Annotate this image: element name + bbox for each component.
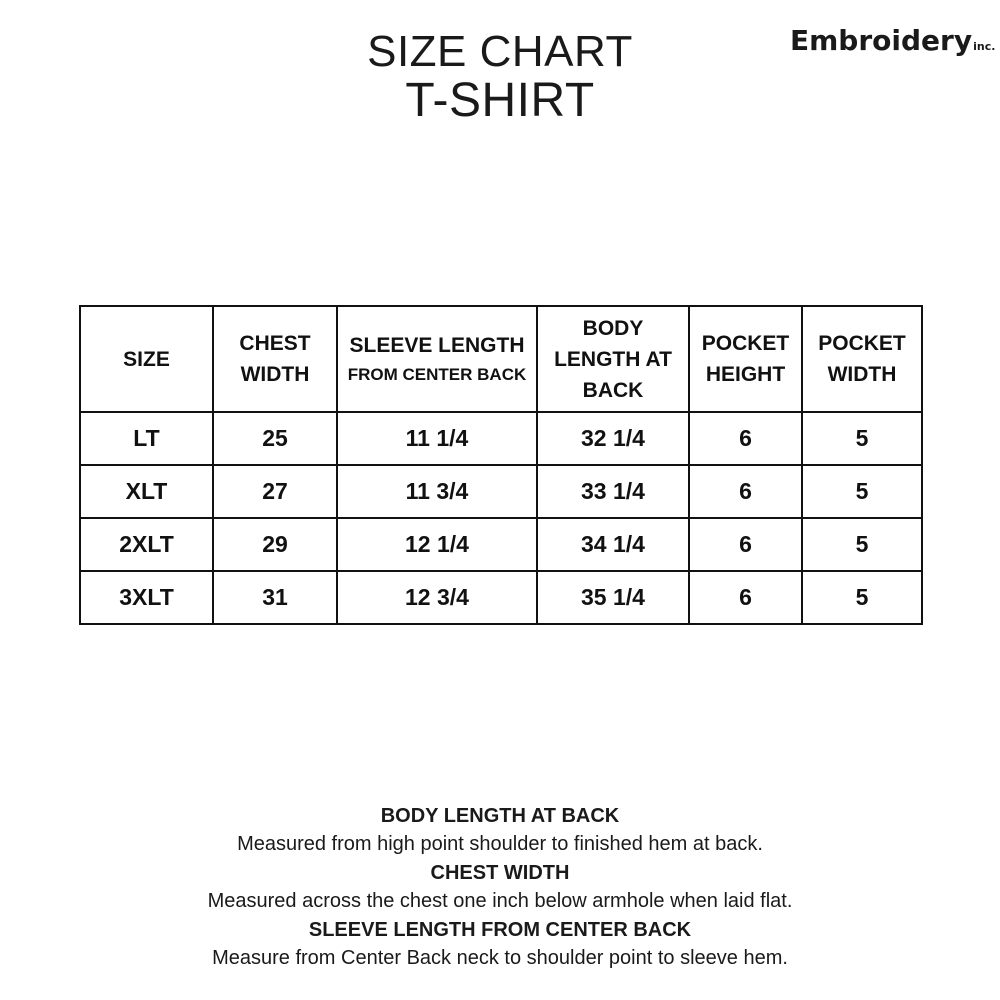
- cell-sleeve-length: 11 3/4: [337, 465, 537, 518]
- note-text: Measured across the chest one inch below armhole when laid flat.: [207, 890, 793, 912]
- cell-size: 2XLT: [80, 518, 213, 571]
- table-header-row: [80, 306, 922, 412]
- cell-sleeve-length: 12 3/4: [337, 571, 537, 624]
- page-title: SIZE CHART: [367, 27, 633, 76]
- cell-pocket-height: 6: [689, 518, 802, 571]
- cell-body-length: 35 1/4: [537, 571, 689, 624]
- table-row: [80, 518, 922, 571]
- brand-logo-suffix: inc.: [973, 40, 996, 53]
- cell-body-length: 34 1/4: [537, 518, 689, 571]
- cell-sleeve-length: 11 1/4: [337, 412, 537, 465]
- cell-chest-width: 29: [213, 518, 337, 571]
- measurement-notes: [0, 802, 1000, 973]
- cell-pocket-width: 5: [802, 571, 922, 624]
- header-pocket-height: POCKET HEIGHT: [689, 306, 802, 412]
- cell-pocket-width: 5: [802, 412, 922, 465]
- cell-pocket-width: 5: [802, 518, 922, 571]
- header-chest-width: CHEST WIDTH: [213, 306, 337, 412]
- page-subtitle: T-SHIRT: [405, 74, 595, 127]
- header-size: SIZE: [80, 306, 213, 412]
- size-chart-table: [79, 305, 923, 625]
- brand-logo-text: Embroidery: [790, 24, 973, 57]
- header-sleeve-length: SLEEVE LENGTH FROM CENTER BACK: [337, 306, 537, 412]
- table-row: [80, 412, 922, 465]
- table-row: [80, 571, 922, 624]
- brand-logo: [790, 24, 995, 57]
- cell-chest-width: 31: [213, 571, 337, 624]
- cell-pocket-width: 5: [802, 465, 922, 518]
- note-heading: SLEEVE LENGTH FROM CENTER BACK: [308, 919, 692, 941]
- note-heading: CHEST WIDTH: [430, 862, 570, 884]
- cell-pocket-height: 6: [689, 465, 802, 518]
- cell-chest-width: 25: [213, 412, 337, 465]
- header-body-length: BODY LENGTH AT BACK: [537, 306, 689, 412]
- note-text: Measured from high point shoulder to finished hem at back.: [237, 833, 763, 855]
- cell-body-length: 33 1/4: [537, 465, 689, 518]
- cell-size: LT: [80, 412, 213, 465]
- note-text: Measure from Center Back neck to shoulder point to sleeve hem.: [212, 947, 788, 969]
- header-sleeve-length-sub: FROM CENTER BACK: [347, 364, 527, 384]
- cell-sleeve-length: 12 1/4: [337, 518, 537, 571]
- cell-chest-width: 27: [213, 465, 337, 518]
- table-row: [80, 465, 922, 518]
- cell-pocket-height: 6: [689, 412, 802, 465]
- cell-pocket-height: 6: [689, 571, 802, 624]
- cell-size: 3XLT: [80, 571, 213, 624]
- cell-size: XLT: [80, 465, 213, 518]
- cell-body-length: 32 1/4: [537, 412, 689, 465]
- header-pocket-width: POCKET WIDTH: [802, 306, 922, 412]
- note-heading: BODY LENGTH AT BACK: [380, 805, 620, 827]
